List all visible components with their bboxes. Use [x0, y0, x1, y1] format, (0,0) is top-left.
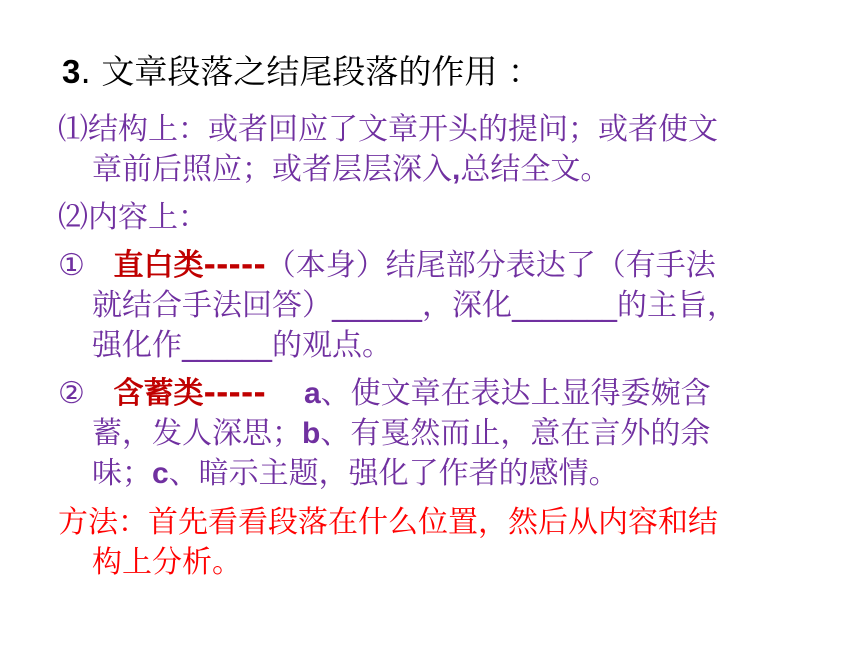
- structure-line-2-comma: ,: [452, 153, 461, 186]
- direct-line-3-b: 的观点。: [272, 328, 392, 363]
- content-heading: [58, 198, 818, 238]
- direct-marker: ①: [58, 248, 85, 283]
- direct-line-2-b: ，深化: [422, 288, 512, 323]
- implicit-line-2-a: 蓄，发人深思；: [92, 416, 302, 451]
- direct-line-2-a: 就结合手法回答）: [92, 288, 332, 323]
- implicit-b-letter: b: [302, 417, 321, 450]
- implicit-marker: ②: [58, 376, 85, 411]
- implicit-line-2: [58, 414, 818, 454]
- implicit-line-2-b: 、有戛然而止，意在言外的余: [320, 416, 711, 451]
- structure-line-2: [58, 150, 818, 190]
- direct-label: 直白类-----: [113, 248, 266, 283]
- implicit-c-letter: c: [152, 457, 169, 490]
- implicit-line-1-rest: 、使文章在表达上显得委婉含: [320, 376, 711, 411]
- fill-blank-3: ______: [182, 328, 272, 363]
- implicit-line-3: [58, 454, 818, 494]
- implicit-line-1: [58, 374, 818, 414]
- implicit-type: [58, 374, 818, 494]
- slide-title: [62, 52, 541, 92]
- direct-line-1: [58, 246, 818, 286]
- structure-line-2-a: 章前后照应；或者层层深入: [92, 152, 452, 187]
- method-note: [58, 503, 818, 583]
- structure-line-1: ⑴结构上：或者回应了文章开头的提问；或者使文: [58, 112, 718, 147]
- direct-line-2-c: 的主旨，: [617, 288, 737, 323]
- structure-line-2-c: 总结全文。: [460, 152, 611, 187]
- method-line-2: 构上分析。: [92, 545, 242, 580]
- implicit-label: 含蓄类-----: [113, 376, 266, 411]
- fill-blank-1: ______: [332, 288, 422, 323]
- implicit-line-3-b: 、暗示主题，强化了作者的感情。: [168, 456, 619, 491]
- fill-blank-2: _______: [512, 288, 617, 323]
- content-heading-text: ⑵内容上：: [58, 200, 208, 235]
- title-text: . 文章段落之结尾段落的作用 ：: [80, 52, 541, 91]
- direct-type: [58, 246, 818, 366]
- direct-line-2: [58, 286, 818, 326]
- direct-line-1-rest: （本身）结尾部分表达了（有手法: [265, 248, 716, 283]
- direct-line-3: [58, 326, 818, 366]
- implicit-line-3-a: 味；: [92, 456, 152, 491]
- direct-line-3-a: 强化作: [92, 328, 182, 363]
- structure-point: [58, 110, 818, 190]
- method-line-1: 方法：首先看看段落在什么位置，然后从内容和结: [58, 505, 718, 540]
- title-number: 3: [62, 53, 81, 90]
- implicit-a-letter: a: [303, 377, 321, 410]
